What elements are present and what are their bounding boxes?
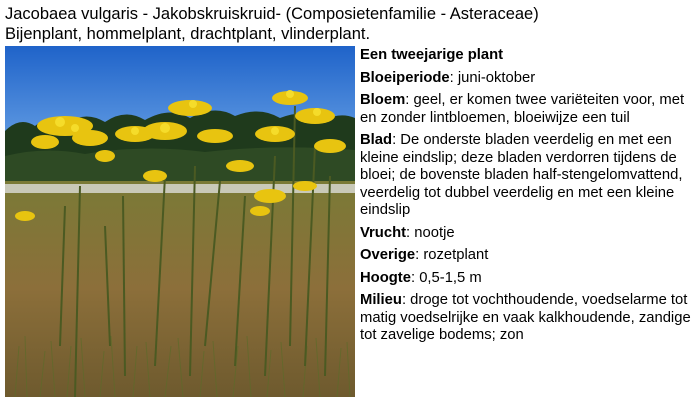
plant-info: [360, 47, 696, 350]
field-hoogte: Hoogte: 0,5-1,5 m: [360, 269, 482, 286]
plant-type: Een tweejarige plant: [360, 47, 504, 63]
field-blad: Blad: De onderste bladen veerdelig en met een kleine eindslip; deze bladen verdorren tijdens de bloei; de bovenste bladen half-stengelomvattend, veerdelig tot dubbel veerdelig en met een kleine eindslip: [360, 132, 683, 218]
species-title: Jacobaea vulgaris - Jakobskruiskruid- (Composietenfamilie - Asteraceae): [5, 5, 539, 23]
plant-photo: [5, 46, 355, 397]
plant-tags: Bijenplant, hommelplant, drachtplant, vlinderplant.: [5, 25, 371, 43]
field-vrucht: Vrucht: nootje: [360, 224, 455, 241]
field-bloeiperiode: Bloeiperiode: juni-oktober: [360, 69, 536, 86]
field-milieu: Milieu: droge tot vochthoudende, voedselarme tot matig voedselrijke en vaak kalkhoudende, zandige tot zavelige bodems; zon: [360, 292, 691, 343]
field-bloem: Bloem: geel, er komen twee variëteiten voor, met en zonder lintbloemen, bloeiwijze een tuil: [360, 92, 685, 126]
page-header: [5, 4, 695, 44]
field-overige: Overige: rozetplant: [360, 247, 489, 263]
